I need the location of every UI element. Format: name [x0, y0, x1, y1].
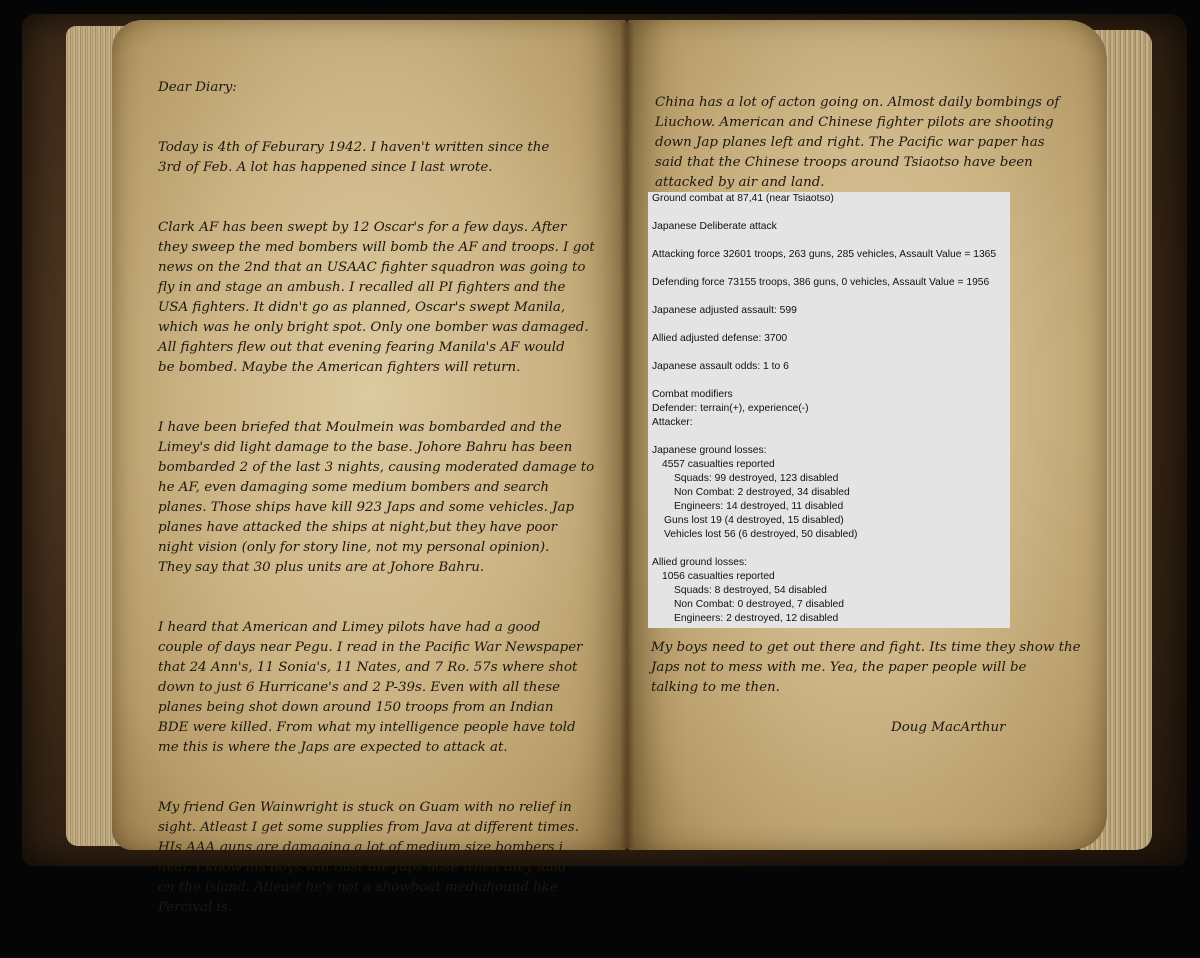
report-defender-modifiers: Defender: terrain(+), experience(-) [652, 403, 809, 414]
allied-non-combat: Non Combat: 0 destroyed, 7 disabled [674, 599, 844, 610]
book-gutter [620, 22, 634, 848]
allied-losses-header: Allied ground losses: [652, 557, 748, 568]
japanese-vehicles-lost: Vehicles lost 56 (6 destroyed, 50 disabled) [664, 529, 858, 540]
report-adjusted-assault: Japanese adjusted assault: 599 [652, 305, 797, 316]
report-adjusted-defense: Allied adjusted defense: 3700 [652, 333, 788, 344]
japanese-losses-header: Japanese ground losses: [652, 445, 767, 456]
report-location: Ground combat at 87,41 (near Tsiaotso) [652, 193, 834, 204]
diary-paragraph-china: China has a lot of acton going on. Almost daily bombings of Liuchow. American and Chinese fighter pilots are shooting down Jap planes left and right. The Pacific war paper has said that the Chinese troops around Tsiaotso have been attacked by air and land. [655, 95, 1060, 190]
diary-signature: Doug MacArthur [891, 720, 1006, 735]
diary-paragraph: Clark AF has been swept by 12 Oscar's for a few days. After they sweep the med bombers will bomb the AF and troops. I got news on the 2nd that an USAAC fighter squadron was going to fly in and stage an ambush. I recalled all PI fighters and the USA fighters. It didn't go as planned, Oscar's swept Manila, which was he only bright spot. Only one bomber was damaged. All fighters flew out that evening fearing Manila's AF would be bombed. Maybe the American fighters will return. [158, 220, 595, 375]
allied-casualties: 1056 casualties reported [662, 571, 775, 582]
diary-paragraph: Today is 4th of Feburary 1942. I haven't written since the 3rd of Feb. A lot has happened since I last wrote. [158, 140, 550, 175]
japanese-engineers: Engineers: 14 destroyed, 11 disabled [674, 501, 844, 512]
report-attacking-force: Attacking force 32601 troops, 263 guns, 285 vehicles, Assault Value = 1365 [652, 249, 997, 260]
combat-report-panel [648, 192, 1010, 628]
report-attack-type: Japanese Deliberate attack [652, 221, 777, 232]
diary-paragraph: I heard that American and Limey pilots have had a good couple of days near Pegu. I read in the Pacific War Newspaper that 24 Ann's, 11 Sonia's, 11 Nates, and 7 Ro. 57s where shot down to just 6 Hurricane's and 2 P-39s. Even with all these planes being shot down around 150 troops from an Indian BDE were killed. From what my intelligence people have told me this is where the Japs are expected to attack at. [158, 620, 583, 755]
diary-paragraph-closing: My boys need to get out there and fight. Its time they show the Japs not to mess with me. Yea, the paper people will be talking to me then. [651, 640, 1081, 695]
report-defending-force: Defending force 73155 troops, 386 guns, 0 vehicles, Assault Value = 1956 [652, 277, 990, 288]
report-assault-odds: Japanese assault odds: 1 to 6 [652, 361, 789, 372]
japanese-non-combat: Non Combat: 2 destroyed, 34 disabled [674, 487, 850, 498]
left-page-text [158, 58, 613, 958]
allied-engineers: Engineers: 2 destroyed, 12 disabled [674, 613, 839, 624]
allied-squads: Squads: 8 destroyed, 54 disabled [674, 585, 827, 596]
report-attacker-modifiers: Attacker: [652, 417, 693, 428]
diary-paragraph: I have been briefed that Moulmein was bombarded and the Limey's did light damage to the base. Johore Bahru has been bombarded 2 of the last 3 nights, causing moderated damage to he AF, even damaging some medium bombers and search planes. Those ships have kill 923 Japs and some vehicles. Jap planes have attacked the ships at night,but they have poor night vision (only for story line, not my personal opinion). They say that 30 plus units are at Johore Bahru. [158, 420, 595, 575]
japanese-guns-lost: Guns lost 19 (4 destroyed, 15 disabled) [664, 515, 844, 526]
diary-greeting: Dear Diary: [158, 80, 237, 95]
japanese-squads: Squads: 99 destroyed, 123 disabled [674, 473, 839, 484]
report-modifiers-header: Combat modifiers [652, 389, 733, 400]
japanese-casualties: 4557 casualties reported [662, 459, 775, 470]
diary-paragraph: My friend Gen Wainwright is stuck on Guam with no relief in sight. Atleast I get some supplies from Java at different times. HIs AAA guns are damaging a lot of medium size bombers i hear. I know his boys will bust the Japs nose when they land on the island. Atleast he's not a showboat mediahound like Percival is. [158, 800, 579, 915]
